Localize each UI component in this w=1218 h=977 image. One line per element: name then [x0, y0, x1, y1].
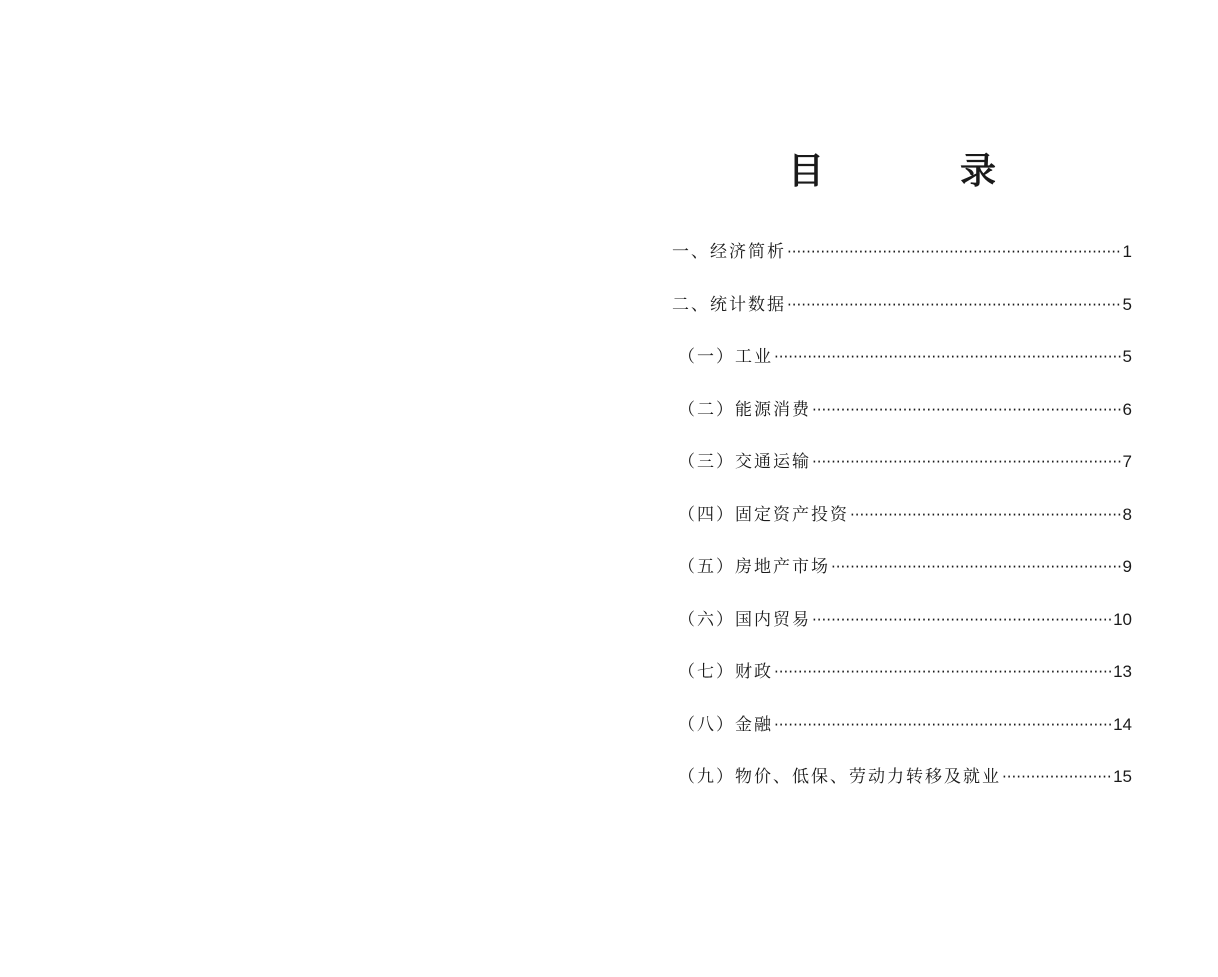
toc-entry[interactable] [672, 342, 1132, 395]
toc-dot-leader [774, 716, 1112, 734]
toc-dot-leader [812, 453, 1121, 471]
toc-dot-leader [774, 348, 1121, 366]
toc-dot-leader [774, 663, 1112, 681]
toc-entry[interactable] [672, 500, 1132, 553]
toc-entry[interactable] [672, 447, 1132, 500]
toc-entry-page: 9 [1122, 557, 1132, 576]
toc-entry[interactable] [672, 290, 1132, 343]
toc-entry[interactable] [672, 605, 1132, 658]
toc-entry[interactable] [672, 657, 1132, 710]
toc-entry-label: 一、经济简析 [672, 242, 786, 262]
toc-entry-label: 二、统计数据 [672, 294, 786, 315]
toc-entry-label: （一）工业 [678, 347, 773, 367]
toc-entry-label: （三）交通运输 [678, 452, 811, 472]
toc-entry-label: （二）能源消费 [678, 399, 811, 420]
toc-entry-page: 13 [1113, 662, 1132, 681]
toc-dot-leader [850, 506, 1121, 524]
toc-dot-leader [787, 243, 1121, 261]
toc-entry-page: 6 [1122, 399, 1132, 419]
toc-entry[interactable] [672, 237, 1132, 290]
toc-entry-label: （六）国内贸易 [678, 609, 811, 630]
toc-entry-page: 14 [1113, 714, 1132, 734]
toc-page [672, 0, 1142, 977]
toc-entry-page: 5 [1122, 294, 1132, 314]
toc-dot-leader [812, 401, 1121, 419]
toc-entry-page: 10 [1113, 609, 1132, 629]
toc-entry-label: （七）财政 [678, 662, 773, 682]
toc-entry-page: 1 [1122, 242, 1132, 261]
toc-entry-page: 8 [1122, 504, 1132, 524]
toc-entry-page: 15 [1113, 767, 1132, 786]
toc-dot-leader [787, 296, 1121, 314]
toc-dot-leader [1002, 768, 1112, 786]
toc-entry[interactable] [672, 395, 1132, 448]
toc-title: 目 录 [787, 151, 1046, 192]
toc-dot-leader [812, 611, 1112, 629]
toc-entry-label: （四）固定资产投资 [678, 504, 849, 525]
toc-dot-leader [831, 558, 1121, 576]
toc-entry[interactable] [672, 710, 1132, 763]
toc-entry[interactable] [672, 552, 1132, 605]
toc-entry[interactable] [672, 762, 1132, 815]
toc-entry-label: （九）物价、低保、劳动力转移及就业 [678, 767, 1001, 787]
toc-entry-page: 5 [1122, 347, 1132, 366]
toc-list [672, 237, 1132, 815]
toc-entry-page: 7 [1122, 452, 1132, 471]
toc-entry-label: （五）房地产市场 [678, 557, 830, 577]
toc-entry-label: （八）金融 [678, 714, 773, 735]
